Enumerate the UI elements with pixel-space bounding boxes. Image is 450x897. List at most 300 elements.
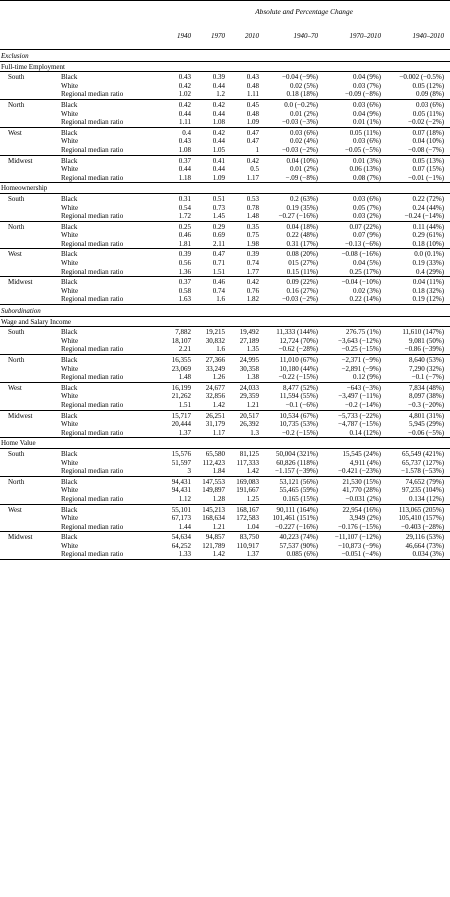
table-cell: 0.03 (6%) — [260, 127, 324, 137]
subsection-title: Wage and Salary Income — [0, 316, 450, 327]
region-label — [0, 542, 60, 551]
table-cell: 0.12 (9%) — [353, 373, 381, 382]
table-cell: −0.08 (−16%) — [324, 249, 387, 259]
row-label: White — [61, 458, 79, 467]
table-cell: 0.4 (29%) — [416, 267, 445, 276]
table-row — [0, 155, 450, 165]
table-cell: 0.42 — [192, 127, 226, 137]
subsection-title: Home Value — [0, 438, 450, 449]
region-label: South — [0, 448, 60, 458]
subsection-title: Homeownership — [0, 183, 450, 194]
table-cell: −0.421 (−23%) — [338, 467, 381, 476]
region-label — [0, 486, 60, 495]
subsection-heading-row — [0, 61, 450, 72]
table-cell: 0.2 (63%) — [260, 193, 324, 203]
table-cell: 0.165 (15%) — [283, 494, 318, 503]
table-cell: 10,180 (44%) — [279, 364, 318, 373]
table-cell: 46,664 (73%) — [405, 541, 445, 550]
table-cell: 191,667 — [236, 486, 259, 495]
table-cell: 0.46 — [192, 277, 226, 287]
row-label: Regional median ratio — [61, 239, 124, 248]
table-cell: 0.54 — [178, 203, 191, 212]
row-label: Regional median ratio — [61, 550, 124, 559]
table-cell: 26,251 — [192, 410, 226, 420]
table-row — [0, 82, 450, 91]
row-label: Black — [60, 221, 158, 231]
table-row — [0, 410, 450, 420]
table-cell: 1.17 — [246, 173, 259, 182]
table-cell: −0.227 (−16%) — [275, 522, 318, 531]
table-cell: 55,101 — [158, 504, 192, 514]
region-label — [0, 295, 60, 304]
row-label: Regional median ratio — [61, 373, 124, 382]
table-row — [0, 249, 450, 259]
table-caption: Absolute and Percentage Change — [158, 1, 450, 24]
table-cell: 0.31 — [158, 193, 192, 203]
region-label: North — [0, 476, 60, 486]
row-label: Black — [60, 249, 158, 259]
table-cell: −0.403 (−28%) — [401, 522, 445, 531]
table-row — [0, 118, 450, 127]
region-label: Midwest — [0, 532, 60, 542]
table-cell: 0.03 (6%) — [324, 99, 387, 109]
table-cell: 41,770 (28%) — [342, 486, 381, 495]
table-cell: 1.51 — [212, 267, 225, 276]
table-cell: −0.13 (−6%) — [345, 239, 381, 248]
table-cell: 94,857 — [192, 532, 226, 542]
table-row — [0, 193, 450, 203]
table-cell: 27,189 — [239, 336, 259, 345]
table-cell: 16,199 — [158, 382, 192, 392]
table-cell: −11,107 (−12%) — [324, 532, 387, 542]
row-label: Regional median ratio — [61, 522, 124, 531]
table-cell: −0.09 (−8%) — [345, 90, 381, 99]
table-cell: 64,252 — [171, 541, 191, 550]
row-label: White — [61, 81, 79, 90]
table-cell: 81,125 — [226, 448, 260, 458]
region-label — [0, 514, 60, 523]
table-cell: 0.06 (13%) — [349, 165, 381, 174]
table-cell: 1.44 — [178, 522, 191, 531]
table-cell: −0.03 (−2%) — [282, 145, 318, 154]
row-label: Black — [60, 155, 158, 165]
table-cell: −0.1 (−7%) — [411, 373, 445, 382]
table-cell: 0.44 — [178, 109, 191, 118]
table-cell: 117,333 — [236, 458, 259, 467]
table-row — [0, 345, 450, 354]
table-cell: 0.46 — [178, 231, 191, 240]
col-header: 1940–2010 — [412, 32, 445, 40]
table-cell: 1.18 — [178, 173, 191, 182]
table-row — [0, 137, 450, 146]
region-label — [0, 146, 60, 155]
row-label: White — [61, 541, 79, 550]
table-row — [0, 495, 450, 504]
table-row — [0, 504, 450, 514]
table-cell: 12,724 (70%) — [279, 336, 318, 345]
table-cell: 1.37 — [246, 550, 259, 559]
table-cell: 0.034 (3%) — [412, 550, 445, 559]
table-cell: 0.53 — [226, 193, 260, 203]
table-cell: 2.11 — [213, 239, 225, 248]
table-cell: 90,111 (164%) — [260, 504, 324, 514]
region-label — [0, 165, 60, 174]
region-label — [0, 137, 60, 146]
row-label: Regional median ratio — [61, 267, 124, 276]
table-cell: 7,882 — [158, 327, 192, 337]
table-cell: 1.48 — [178, 373, 191, 382]
table-row — [0, 90, 450, 99]
table-cell: 1.77 — [246, 267, 259, 276]
table-cell: −0.08 (−7%) — [408, 145, 445, 154]
table-cell: 22,954 (16%) — [324, 504, 387, 514]
region-label: Midwest — [0, 410, 60, 420]
table-cell: 149,897 — [202, 486, 225, 495]
table-cell: −0.22 (−15%) — [278, 373, 318, 382]
table-cell: 168,634 — [202, 514, 225, 523]
table-cell: −5,733 (−22%) — [324, 410, 387, 420]
table-row — [0, 212, 450, 221]
table-row — [0, 365, 450, 374]
table-cell: 0.74 — [246, 259, 259, 268]
region-label — [0, 287, 60, 296]
table-row — [0, 523, 450, 532]
table-cell: 0.22 (14%) — [349, 295, 381, 304]
row-label: Black — [60, 277, 158, 287]
table-cell: −0.002 (−0.5%) — [387, 72, 450, 82]
table-cell: 0.18 (18%) — [286, 90, 318, 99]
table-cell: 24,677 — [192, 382, 226, 392]
table-cell: 0.35 — [226, 221, 260, 231]
table-cell: 1.6 — [216, 295, 225, 304]
table-cell: 0.43 — [158, 72, 192, 82]
region-label: North — [0, 355, 60, 365]
table-row — [0, 268, 450, 277]
subsection-heading-row — [0, 438, 450, 449]
table-cell: 0.05 (11%) — [412, 109, 445, 118]
row-label: Black — [60, 410, 158, 420]
subsection-heading-row — [0, 316, 450, 327]
region-label — [0, 373, 60, 382]
table-cell: −2,891 (−9%) — [341, 364, 381, 373]
table-cell: 0.75 — [246, 231, 259, 240]
table-row — [0, 532, 450, 542]
table-cell: 0.15 (11%) — [286, 267, 318, 276]
table-cell: 0.47 — [192, 249, 226, 259]
table-cell: 0.08 (20%) — [260, 249, 324, 259]
table-cell: 97,235 (104%) — [402, 486, 445, 495]
region-label — [0, 550, 60, 559]
row-label: Black — [60, 72, 158, 82]
table-row — [0, 429, 450, 438]
table-cell: 4,911 (4%) — [349, 458, 381, 467]
table-cell: 30,832 — [205, 336, 225, 345]
table-cell: 1.33 — [178, 550, 191, 559]
table-cell: −0.02 (−2%) — [408, 118, 445, 127]
table-cell: 0.0 (0.1%) — [387, 249, 450, 259]
table-cell: 33,249 — [205, 364, 225, 373]
table-cell: 0.37 — [158, 155, 192, 165]
subsection-title: Full-time Employment — [0, 61, 450, 72]
table-row — [0, 467, 450, 476]
table-cell: 0.03 (6%) — [324, 193, 387, 203]
region-label — [0, 420, 60, 429]
table-cell: 0.47 — [246, 137, 259, 146]
row-label: White — [61, 392, 79, 401]
row-label: White — [61, 203, 79, 212]
table-cell: 0.0 (−0.2%) — [260, 99, 324, 109]
table-cell: 31,179 — [205, 420, 225, 429]
section-heading-row — [0, 305, 450, 317]
row-label: White — [61, 286, 79, 295]
region-label — [0, 110, 60, 119]
table-cell: 1.17 — [212, 428, 225, 437]
region-label — [0, 401, 60, 410]
table-row — [0, 99, 450, 109]
table-cell: −0.01 (−1%) — [408, 173, 445, 182]
table-cell: 172,583 — [236, 514, 259, 523]
table-cell: 0.31 (17%) — [286, 239, 318, 248]
region-label — [0, 240, 60, 249]
table-cell: 1.38 — [246, 373, 259, 382]
region-label — [0, 337, 60, 346]
row-label: White — [61, 486, 79, 495]
table-cell: 168,167 — [226, 504, 260, 514]
table-cell: 0.09 (8%) — [416, 90, 445, 99]
row-label: Black — [60, 327, 158, 337]
table-cell: −0.3 (−20%) — [408, 400, 445, 409]
col-header: 2010 — [245, 32, 259, 40]
table-cell: 145,213 — [192, 504, 226, 514]
region-label — [0, 82, 60, 91]
table-cell: 0.76 — [246, 286, 259, 295]
table-cell: 1.12 — [178, 494, 191, 503]
table-cell: −0.04 (−10%) — [324, 277, 387, 287]
table-cell: 0.29 — [192, 221, 226, 231]
table-cell: 65,737 (127%) — [402, 458, 445, 467]
table-row — [0, 72, 450, 82]
row-label: Regional median ratio — [61, 345, 124, 354]
table-cell: 0.4 — [158, 127, 192, 137]
table-cell: 0.03 (6%) — [387, 99, 450, 109]
table-row — [0, 476, 450, 486]
table-cell: 0.39 — [192, 72, 226, 82]
table-cell: 0.25 (17%) — [349, 267, 381, 276]
table-cell: 0.43 — [178, 137, 191, 146]
row-label: White — [61, 420, 79, 429]
table-row — [0, 231, 450, 240]
table-cell: 0.44 — [212, 81, 225, 90]
table-row — [0, 204, 450, 213]
table-cell: 57,537 (90%) — [279, 541, 318, 550]
table-cell: 67,173 — [171, 514, 191, 523]
table-cell: −643 (−3%) — [324, 382, 387, 392]
region-label — [0, 365, 60, 374]
table-cell: 18,107 — [171, 336, 191, 345]
table-cell: 15,717 — [158, 410, 192, 420]
table-cell: 0.07 (9%) — [353, 231, 381, 240]
region-label: West — [0, 249, 60, 259]
table-cell: 1.42 — [212, 550, 225, 559]
table-cell: 121,789 — [202, 541, 225, 550]
table-cell: 8,477 (52%) — [260, 382, 324, 392]
table-cell: −3,497 (−11%) — [338, 392, 381, 401]
table-cell: 10,534 (67%) — [260, 410, 324, 420]
table-bottom-rule — [0, 560, 450, 562]
table-cell: 0.51 — [192, 193, 226, 203]
table-cell: 0.08 (7%) — [353, 173, 381, 182]
row-label: Black — [60, 448, 158, 458]
table-cell: −1.157 (−39%) — [275, 467, 318, 476]
table-row — [0, 542, 450, 551]
row-label: White — [61, 109, 79, 118]
table-cell: 0.42 — [226, 277, 260, 287]
table-cell: 1.21 — [212, 522, 225, 531]
table-cell: 74,652 (79%) — [387, 476, 450, 486]
table-cell: 0.42 — [178, 81, 191, 90]
table-cell: 112,423 — [202, 458, 225, 467]
table-cell: 0.58 — [178, 286, 191, 295]
table-cell: 1 — [255, 145, 259, 154]
row-label: Regional median ratio — [61, 428, 124, 437]
table-row — [0, 382, 450, 392]
table-cell: 1.63 — [178, 295, 191, 304]
table-cell: −0.03 (−2%) — [282, 295, 318, 304]
region-label — [0, 118, 60, 127]
row-label: Regional median ratio — [61, 145, 124, 154]
table-cell: 0.44 — [212, 137, 225, 146]
table-cell: 0.04 (5%) — [353, 259, 381, 268]
table-cell: 1.82 — [246, 295, 259, 304]
table-cell: 1.35 — [246, 345, 259, 354]
table-cell: −0.031 (2%) — [345, 494, 381, 503]
table-cell: 29,359 — [239, 392, 259, 401]
table-cell: 0.07 (18%) — [387, 127, 450, 137]
section-heading-row — [0, 50, 450, 62]
table-cell: 1.42 — [246, 467, 259, 476]
table-cell: 0.07 (15%) — [412, 165, 445, 174]
table-cell: 0.04 (11%) — [387, 277, 450, 287]
table-cell: 0.19 (33%) — [412, 259, 445, 268]
table-cell: 147,553 — [192, 476, 226, 486]
region-label — [0, 204, 60, 213]
table-row — [0, 486, 450, 495]
table-cell: 0.01 (2%) — [290, 109, 318, 118]
table-cell: −0.03 (−3%) — [282, 118, 318, 127]
table-cell: −0.051 (−4%) — [341, 550, 381, 559]
table-row — [0, 401, 450, 410]
table-cell: 0.05 (11%) — [324, 127, 387, 137]
table-cell: 40,223 (74%) — [260, 532, 324, 542]
table-cell: 21,530 (15%) — [324, 476, 387, 486]
table-cell: 10,735 (53%) — [279, 420, 318, 429]
table-cell: 29,116 (53%) — [387, 532, 450, 542]
table-cell: 0.44 — [212, 109, 225, 118]
region-label — [0, 392, 60, 401]
table-cell: 1.84 — [212, 467, 225, 476]
row-label: Black — [60, 532, 158, 542]
table-cell: 0.25 — [158, 221, 192, 231]
table-cell: −0.2 (−15%) — [282, 428, 318, 437]
table-row — [0, 259, 450, 268]
table-cell: 20,444 — [171, 420, 191, 429]
table-row — [0, 448, 450, 458]
region-label — [0, 174, 60, 183]
table-row — [0, 420, 450, 429]
table-cell: 0.134 (12%) — [409, 494, 445, 503]
table-row — [0, 337, 450, 346]
table-cell: 1.11 — [247, 90, 259, 99]
table-cell: 20,517 — [226, 410, 260, 420]
table-cell: 1.3 — [250, 428, 259, 437]
region-label: Midwest — [0, 277, 60, 287]
table-cell: 8,097 (38%) — [409, 392, 445, 401]
table-cell: 0.45 — [226, 99, 260, 109]
region-label: West — [0, 127, 60, 137]
table-cell: 1.11 — [179, 118, 191, 127]
row-label: Regional median ratio — [61, 494, 124, 503]
table-cell: 0.5 — [250, 165, 259, 174]
table-row — [0, 127, 450, 137]
table-cell: 0.19 (12%) — [412, 295, 445, 304]
row-label: White — [61, 514, 79, 523]
table-cell: 0.56 — [178, 259, 191, 268]
table-cell: 1.81 — [178, 239, 191, 248]
row-label: Regional median ratio — [61, 295, 124, 304]
table-cell: 110,917 — [236, 541, 259, 550]
table-cell: 30,358 — [239, 364, 259, 373]
table-cell: 0.03 (2%) — [353, 212, 381, 221]
table-cell: 0.04 (18%) — [260, 221, 324, 231]
table-cell: 0.18 (10%) — [412, 239, 445, 248]
subsection-heading-row — [0, 183, 450, 194]
table-cell: 0.16 (27%) — [286, 286, 318, 295]
table-cell: 0.39 — [158, 249, 192, 259]
col-header: 1940 — [177, 32, 191, 40]
row-label: Black — [60, 99, 158, 109]
table-row — [0, 287, 450, 296]
region-label: West — [0, 382, 60, 392]
table-cell: 0.22 (72%) — [387, 193, 450, 203]
table-cell: −0.04 (−9%) — [260, 72, 324, 82]
row-label: Regional median ratio — [61, 400, 124, 409]
table-cell: 7,290 (32%) — [409, 364, 445, 373]
table-cell: 1.26 — [212, 373, 225, 382]
table-cell: 0.07 (22%) — [324, 221, 387, 231]
col-header: 1970 — [211, 32, 225, 40]
table-cell: 19,215 — [192, 327, 226, 337]
table-cell: 3,949 (2%) — [349, 514, 381, 523]
region-label — [0, 429, 60, 438]
region-label — [0, 90, 60, 99]
table-row — [0, 165, 450, 174]
table-cell: 0.05 (7%) — [353, 203, 381, 212]
table-cell: 11,610 (147%) — [387, 327, 450, 337]
table-cell: 169,083 — [226, 476, 260, 486]
table-cell: 21,262 — [171, 392, 191, 401]
table-cell: 0.18 (32%) — [412, 286, 445, 295]
table-body — [0, 1, 450, 562]
region-label: South — [0, 72, 60, 82]
table-cell: 1.05 — [212, 145, 225, 154]
region-label — [0, 259, 60, 268]
row-label: White — [61, 336, 79, 345]
table-row — [0, 550, 450, 559]
row-label: Regional median ratio — [61, 467, 124, 476]
table-cell: 11,010 (67%) — [260, 355, 324, 365]
table-cell: 0.24 (44%) — [412, 203, 445, 212]
section-title: Subordination — [0, 305, 450, 317]
